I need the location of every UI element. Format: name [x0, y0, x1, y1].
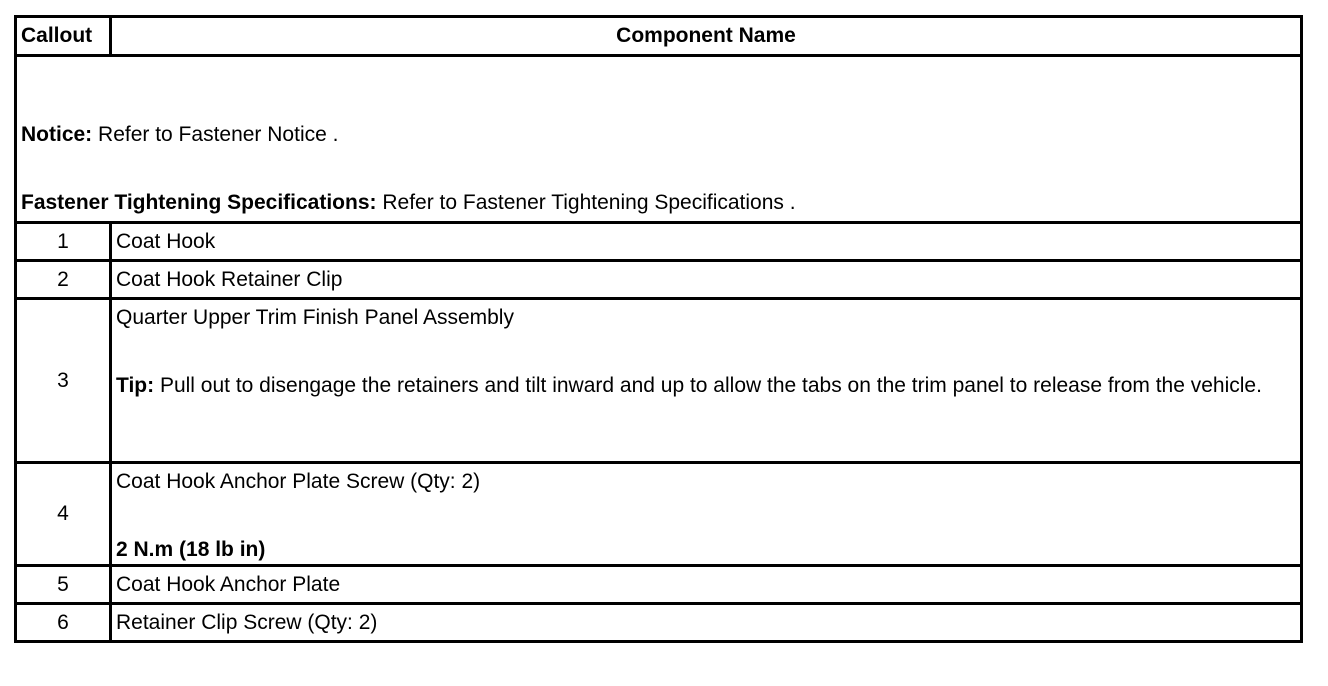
spacer: [116, 496, 1296, 536]
tip-label: Tip:: [116, 374, 155, 397]
spec-line: [21, 189, 1297, 217]
notice-line: [21, 121, 1297, 149]
spacer: [116, 332, 1296, 372]
table-row: [16, 566, 1302, 604]
callout-number: 3: [16, 299, 111, 463]
tip-line: [116, 372, 1296, 400]
torque-spec: 2 N.m (18 lb in): [116, 538, 266, 561]
callout-number: 1: [16, 223, 111, 261]
component-name: Coat Hook Anchor Plate Screw (Qty: 2): [116, 470, 481, 493]
tip-text: Pull out to disengage the retainers and tilt inward and up to allow the tabs on the trim panel to release from the vehicle.: [154, 374, 1262, 397]
component-name: Coat Hook Anchor Plate: [111, 566, 1302, 604]
table-row: [16, 261, 1302, 299]
notice-text: Refer to Fastener Notice .: [92, 123, 339, 146]
table-row: [16, 223, 1302, 261]
table-row: [16, 604, 1302, 642]
callout-number: 4: [16, 463, 111, 566]
component-table: [14, 15, 1303, 643]
callout-number: 5: [16, 566, 111, 604]
component-name: Coat Hook: [111, 223, 1302, 261]
component-name: Coat Hook Retainer Clip: [111, 261, 1302, 299]
table-row: [16, 463, 1302, 566]
notice-label: Notice:: [21, 123, 93, 146]
table-header-row: [16, 17, 1302, 56]
table-row: [16, 299, 1302, 463]
callout-number: 6: [16, 604, 111, 642]
component-name-cell: [111, 299, 1302, 463]
component-table-container: [14, 15, 1300, 643]
notes-cell: [16, 56, 1302, 223]
component-name: Retainer Clip Screw (Qty: 2): [111, 604, 1302, 642]
component-name-column-header: Component Name: [111, 17, 1302, 56]
callout-column-header: Callout: [16, 17, 111, 56]
spec-label: Fastener Tightening Specifications:: [21, 191, 377, 214]
component-name-cell: [111, 463, 1302, 566]
notes-row: [16, 56, 1302, 223]
spec-text: Refer to Fastener Tightening Specifications .: [376, 191, 796, 214]
component-name: Quarter Upper Trim Finish Panel Assembly: [116, 306, 514, 329]
callout-number: 2: [16, 261, 111, 299]
